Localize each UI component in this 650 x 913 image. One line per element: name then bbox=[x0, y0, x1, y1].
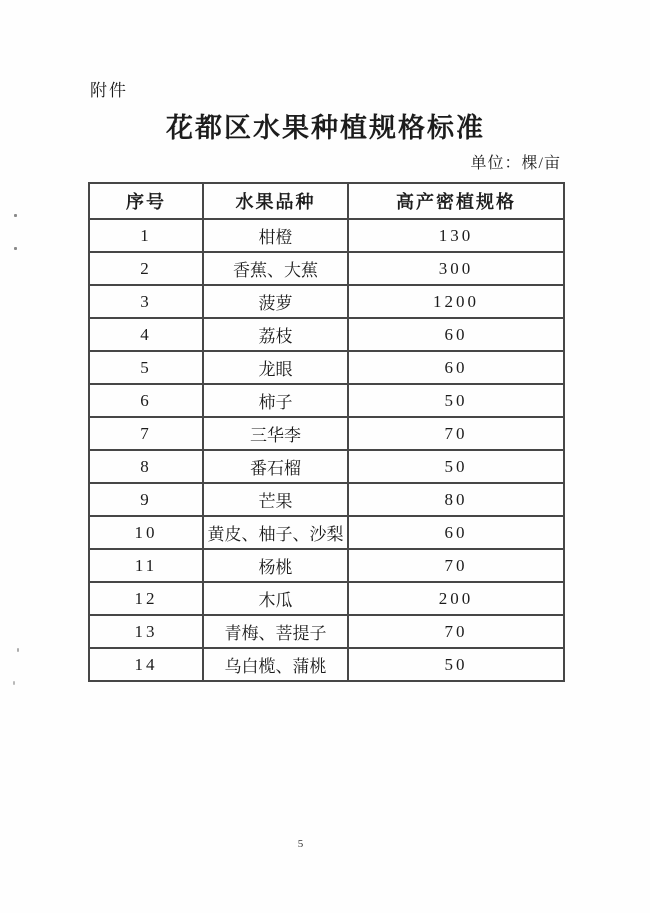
row-variety: 芒果 bbox=[203, 483, 348, 516]
row-variety: 柿子 bbox=[203, 384, 348, 417]
attachment-label: 附件 bbox=[90, 81, 128, 100]
row-variety: 木瓜 bbox=[203, 582, 348, 615]
fruit-spec-table bbox=[88, 182, 565, 682]
row-no: 8 bbox=[89, 450, 203, 483]
row-variety: 黄皮、柚子、沙梨 bbox=[203, 516, 348, 549]
row-variety: 杨桃 bbox=[203, 549, 348, 582]
page-number: 5 bbox=[297, 838, 304, 850]
row-variety: 香蕉、大蕉 bbox=[203, 252, 348, 285]
row-no: 11 bbox=[89, 549, 203, 582]
row-no: 3 bbox=[89, 285, 203, 318]
row-variety: 菠萝 bbox=[203, 285, 348, 318]
table-row bbox=[89, 615, 564, 648]
page-title: 花都区水果种植规格标准 bbox=[166, 113, 485, 143]
row-variety: 荔枝 bbox=[203, 318, 348, 351]
unit-label: 单位：棵/亩 bbox=[470, 155, 561, 172]
row-spec: 80 bbox=[348, 483, 564, 516]
row-spec: 60 bbox=[348, 318, 564, 351]
row-no: 4 bbox=[89, 318, 203, 351]
row-no: 1 bbox=[89, 219, 203, 252]
scan-artifact-speck bbox=[17, 648, 19, 652]
row-variety: 龙眼 bbox=[203, 351, 348, 384]
row-spec: 1200 bbox=[348, 285, 564, 318]
row-no: 6 bbox=[89, 384, 203, 417]
table-header-row bbox=[89, 183, 564, 219]
table-row bbox=[89, 252, 564, 285]
row-no: 14 bbox=[89, 648, 203, 681]
row-variety: 乌白榄、蒲桃 bbox=[203, 648, 348, 681]
table-row bbox=[89, 384, 564, 417]
table-row bbox=[89, 549, 564, 582]
header-variety: 水果品种 bbox=[203, 183, 348, 219]
row-no: 12 bbox=[89, 582, 203, 615]
table-row bbox=[89, 582, 564, 615]
table-row bbox=[89, 516, 564, 549]
scan-artifact-speck bbox=[14, 214, 17, 217]
table-row bbox=[89, 648, 564, 681]
row-variety: 柑橙 bbox=[203, 219, 348, 252]
table-row bbox=[89, 417, 564, 450]
row-variety: 三华李 bbox=[203, 417, 348, 450]
row-no: 10 bbox=[89, 516, 203, 549]
row-no: 2 bbox=[89, 252, 203, 285]
row-spec: 300 bbox=[348, 252, 564, 285]
row-no: 5 bbox=[89, 351, 203, 384]
row-no: 9 bbox=[89, 483, 203, 516]
row-spec: 200 bbox=[348, 582, 564, 615]
table-row bbox=[89, 483, 564, 516]
row-spec: 60 bbox=[348, 516, 564, 549]
row-spec: 70 bbox=[348, 549, 564, 582]
row-spec: 60 bbox=[348, 351, 564, 384]
header-no: 序号 bbox=[89, 183, 203, 219]
row-variety: 青梅、菩提子 bbox=[203, 615, 348, 648]
scan-artifact-speck bbox=[13, 681, 15, 685]
row-spec: 70 bbox=[348, 417, 564, 450]
row-no: 7 bbox=[89, 417, 203, 450]
table-row bbox=[89, 318, 564, 351]
header-spec: 高产密植规格 bbox=[348, 183, 564, 219]
row-no: 13 bbox=[89, 615, 203, 648]
row-spec: 70 bbox=[348, 615, 564, 648]
table-row bbox=[89, 450, 564, 483]
row-spec: 50 bbox=[348, 450, 564, 483]
row-spec: 50 bbox=[348, 648, 564, 681]
table-row bbox=[89, 285, 564, 318]
table-row bbox=[89, 219, 564, 252]
row-spec: 50 bbox=[348, 384, 564, 417]
row-spec: 130 bbox=[348, 219, 564, 252]
scan-artifact-speck bbox=[14, 247, 17, 250]
row-variety: 番石榴 bbox=[203, 450, 348, 483]
table-row bbox=[89, 351, 564, 384]
